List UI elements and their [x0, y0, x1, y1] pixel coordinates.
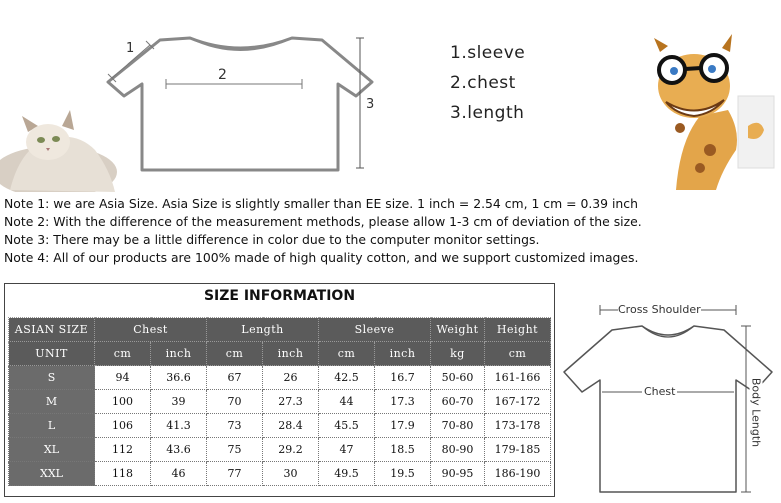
table-cell: 80-90	[431, 438, 485, 462]
table-cell: 186-190	[485, 462, 551, 486]
marker-chest: 2	[218, 67, 227, 83]
table-cell: 47	[319, 438, 375, 462]
table-cell: 26	[263, 366, 319, 390]
table-cell: 19.5	[375, 462, 431, 486]
table-row	[9, 462, 551, 486]
header-length: Length	[207, 318, 319, 342]
table-cell: 17.9	[375, 414, 431, 438]
size-cell: XL	[9, 438, 95, 462]
table-cell: 77	[207, 462, 263, 486]
legend-length: 3.length	[450, 103, 525, 123]
table-cell: 16.7	[375, 366, 431, 390]
table-cell: 49.5	[319, 462, 375, 486]
note-1: Note 1: we are Asia Size. Asia Size is slightly smaller than EE size. 1 inch = 2.54 cm, 1 cm = 0.39 inch	[4, 196, 638, 211]
table-cell: 70-80	[431, 414, 485, 438]
unit-cell: kg	[431, 342, 485, 366]
tshirt-outline	[108, 38, 375, 170]
table-cell: 75	[207, 438, 263, 462]
table-cell: 100	[95, 390, 151, 414]
table-cell: 39	[151, 390, 207, 414]
table-cell: 50-60	[431, 366, 485, 390]
cat-illustration	[0, 110, 117, 192]
table-cell: 60-70	[431, 390, 485, 414]
table-unit-row	[9, 342, 551, 366]
table-cell: 46	[151, 462, 207, 486]
table-header-row	[9, 318, 551, 342]
header-height: Height	[485, 318, 551, 342]
header-sleeve: Sleeve	[319, 318, 431, 342]
label-chest: Chest	[644, 385, 676, 398]
header-asian-size: ASIAN SIZE	[9, 318, 95, 342]
table-cell: 44	[319, 390, 375, 414]
tshirt-measure-diagram	[0, 0, 781, 192]
unit-cell: inch	[375, 342, 431, 366]
table-cell: 29.2	[263, 438, 319, 462]
table-cell: 173-178	[485, 414, 551, 438]
table-cell: 90-95	[431, 462, 485, 486]
marker-length: 3	[366, 97, 375, 112]
table-cell: 42.5	[319, 366, 375, 390]
table-row	[9, 390, 551, 414]
tshirt-size-diagram	[560, 296, 781, 498]
size-cell: S	[9, 366, 95, 390]
table-cell: 106	[95, 414, 151, 438]
size-cell: M	[9, 390, 95, 414]
table-cell: 30	[263, 462, 319, 486]
table-cell: 41.3	[151, 414, 207, 438]
size-information-panel	[4, 283, 555, 497]
label-cross-shoulder: Cross Shoulder	[618, 303, 701, 316]
header-chest: Chest	[95, 318, 207, 342]
unit-cell: cm	[485, 342, 551, 366]
header-weight: Weight	[431, 318, 485, 342]
table-cell: 94	[95, 366, 151, 390]
note-4: Note 4: All of our products are 100% made of high quality cotton, and we support customized images.	[4, 250, 639, 265]
unit-cell: inch	[263, 342, 319, 366]
size-table	[8, 317, 551, 486]
table-cell: 18.5	[375, 438, 431, 462]
size-table-title: SIZE INFORMATION	[203, 288, 356, 304]
unit-cell: cm	[95, 342, 151, 366]
size-notes	[4, 195, 780, 267]
note-3: Note 3: There may be a little difference in color due to the computer monitor settings.	[4, 232, 540, 247]
size-cell: XXL	[9, 462, 95, 486]
unit-cell: cm	[319, 342, 375, 366]
table-cell: 45.5	[319, 414, 375, 438]
giraffe-illustration	[654, 34, 774, 190]
table-cell: 43.6	[151, 438, 207, 462]
note-2: Note 2: With the difference of the measurement methods, please allow 1-3 cm of deviation of the size.	[4, 214, 642, 229]
size-cell: L	[9, 414, 95, 438]
legend-chest: 2.chest	[450, 73, 516, 93]
legend-sleeve: 1.sleeve	[450, 43, 526, 63]
table-cell: 67	[207, 366, 263, 390]
table-cell: 118	[95, 462, 151, 486]
measurement-legend	[450, 38, 525, 128]
marker-sleeve: 1	[126, 41, 135, 56]
table-cell: 167-172	[485, 390, 551, 414]
table-row	[9, 414, 551, 438]
unit-cell: UNIT	[9, 342, 95, 366]
table-cell: 70	[207, 390, 263, 414]
table-row	[9, 438, 551, 462]
table-cell: 36.6	[151, 366, 207, 390]
table-cell: 179-185	[485, 438, 551, 462]
table-cell: 73	[207, 414, 263, 438]
table-cell: 112	[95, 438, 151, 462]
table-cell: 27.3	[263, 390, 319, 414]
unit-cell: inch	[151, 342, 207, 366]
table-row	[9, 366, 551, 390]
table-cell: 28.4	[263, 414, 319, 438]
table-cell: 17.3	[375, 390, 431, 414]
table-cell: 161-166	[485, 366, 551, 390]
unit-cell: cm	[207, 342, 263, 366]
label-body-length: Body Length	[750, 373, 763, 453]
measurement-illustration	[0, 0, 781, 192]
